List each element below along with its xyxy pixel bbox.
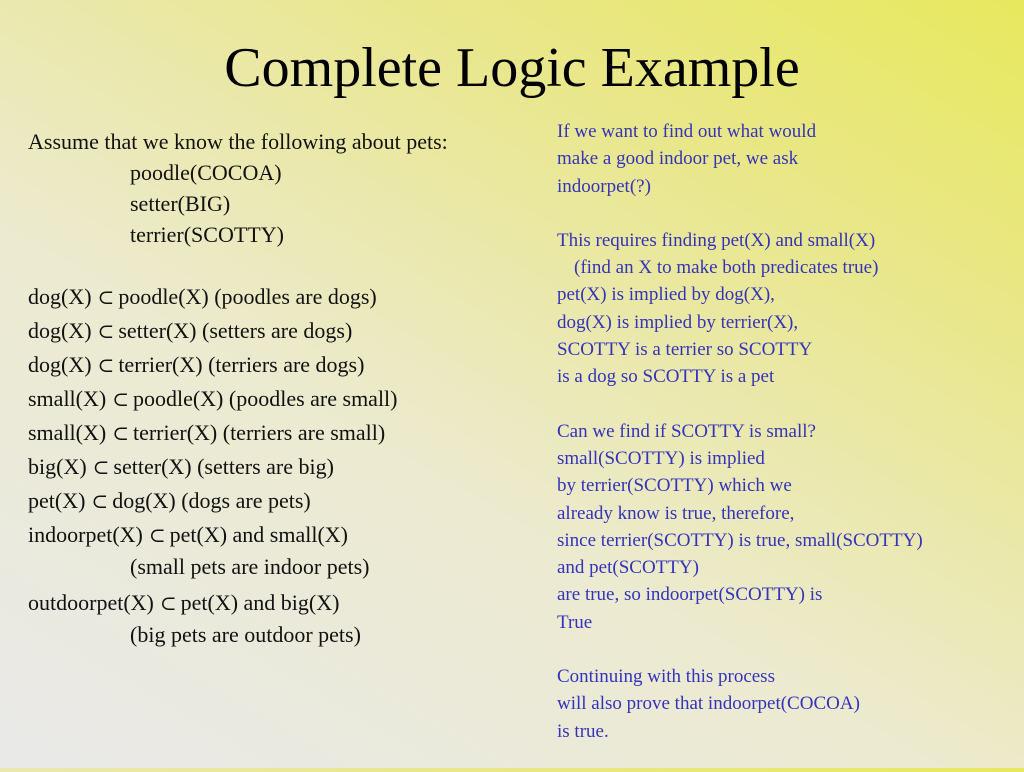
explanation-line: This requires finding pet(X) and small(X) bbox=[557, 229, 876, 251]
explanation-line: pet(X) is implied by dog(X), bbox=[557, 284, 775, 306]
facts-list bbox=[28, 157, 548, 250]
explanation-line: already know is true, therefore, bbox=[557, 502, 795, 524]
rule-row bbox=[28, 382, 548, 416]
rule-row bbox=[28, 450, 548, 484]
rule-row bbox=[28, 348, 548, 382]
rule-body: setter(X) (setters are big) bbox=[113, 454, 334, 479]
implied-by-symbol: ⊂ bbox=[112, 387, 129, 411]
rule-head: dog(X) bbox=[28, 352, 92, 377]
explanation-line: True bbox=[557, 611, 593, 633]
rule-row bbox=[28, 416, 548, 450]
rule-head: small(X) bbox=[28, 420, 107, 445]
implied-by-symbol: ⊂ bbox=[91, 489, 109, 513]
left-column bbox=[28, 126, 548, 654]
rule-row bbox=[28, 586, 548, 620]
explanation-line: SCOTTY is a terrier so SCOTTY bbox=[557, 339, 813, 361]
rule-body: dog(X) (dogs are pets) bbox=[112, 488, 311, 513]
slide-title: Complete Logic Example bbox=[224, 37, 800, 99]
explanation-line: are true, so indoorpet(SCOTTY) is bbox=[557, 584, 823, 606]
rule-head: indoorpet(X) bbox=[28, 522, 143, 547]
rule-note: (big pets are outdoor pets) bbox=[130, 622, 361, 647]
rule-row bbox=[28, 280, 548, 314]
implied-by-symbol: ⊂ bbox=[92, 455, 110, 479]
explanation-line: will also prove that indoorpet(COCOA) bbox=[557, 693, 860, 715]
rule-head: dog(X) bbox=[28, 318, 92, 343]
explanation-line: and pet(SCOTTY) bbox=[557, 557, 699, 579]
explanation-line: make a good indoor pet, we ask bbox=[557, 148, 799, 170]
rule-body: pet(X) and big(X) bbox=[180, 590, 340, 615]
implied-by-symbol: ⊂ bbox=[148, 523, 166, 547]
rule-head: big(X) bbox=[28, 454, 87, 479]
rule-body: poodle(X) (poodles are small) bbox=[132, 386, 398, 411]
implied-by-symbol: ⊂ bbox=[112, 421, 129, 445]
rule-body: terrier(X) (terriers are small) bbox=[132, 420, 386, 445]
rules-list bbox=[28, 280, 548, 650]
explanation-line: (find an X to make both predicates true) bbox=[574, 257, 879, 279]
fact-item: poodle(COCOA) bbox=[130, 160, 282, 185]
explanation-line: dog(X) is implied by terrier(X), bbox=[557, 311, 799, 333]
implied-by-symbol: ⊂ bbox=[159, 591, 177, 615]
rule-head: outdoorpet(X) bbox=[28, 590, 154, 615]
explanation-line: by terrier(SCOTTY) which we bbox=[557, 475, 792, 497]
explanation-paragraph bbox=[557, 663, 1017, 745]
implied-by-symbol: ⊂ bbox=[97, 319, 115, 343]
explanation-line: small(SCOTTY) is implied bbox=[557, 447, 765, 469]
explanation-line: is a dog so SCOTTY is a pet bbox=[557, 366, 775, 388]
explanation-line: If we want to find out what would bbox=[557, 121, 817, 142]
right-column bbox=[557, 118, 1017, 772]
explanation-line: Continuing with this process bbox=[557, 666, 775, 688]
rule-head: pet(X) bbox=[28, 488, 86, 513]
fact-item: setter(BIG) bbox=[130, 191, 231, 216]
fact-item: terrier(SCOTTY) bbox=[130, 222, 284, 247]
rule-body: setter(X) (setters are dogs) bbox=[118, 318, 353, 343]
explanation-paragraph bbox=[557, 118, 1017, 200]
explanation-paragraph bbox=[557, 227, 1017, 391]
explanation-line: indoorpet(?) bbox=[557, 175, 651, 197]
implied-by-symbol: ⊂ bbox=[97, 353, 115, 377]
intro-text: Assume that we know the following about pets: bbox=[28, 129, 448, 154]
rule-row bbox=[28, 314, 548, 348]
rule-head: dog(X) bbox=[28, 284, 92, 309]
rule-head: small(X) bbox=[28, 386, 107, 411]
explanation-paragraph bbox=[557, 418, 1017, 636]
rule-body: poodle(X) (poodles are dogs) bbox=[118, 284, 377, 309]
implied-by-symbol: ⊂ bbox=[97, 285, 115, 309]
rule-row bbox=[28, 518, 548, 552]
explanation-line: is true. bbox=[557, 720, 609, 742]
explanation-line: since terrier(SCOTTY) is true, small(SCOTTY) bbox=[557, 529, 923, 551]
rule-note: (small pets are indoor pets) bbox=[130, 554, 370, 579]
rule-body: pet(X) and small(X) bbox=[169, 522, 349, 547]
rule-body: terrier(X) (terriers are dogs) bbox=[118, 352, 365, 377]
rule-row bbox=[28, 484, 548, 518]
explanation-line: Can we find if SCOTTY is small? bbox=[557, 420, 816, 442]
